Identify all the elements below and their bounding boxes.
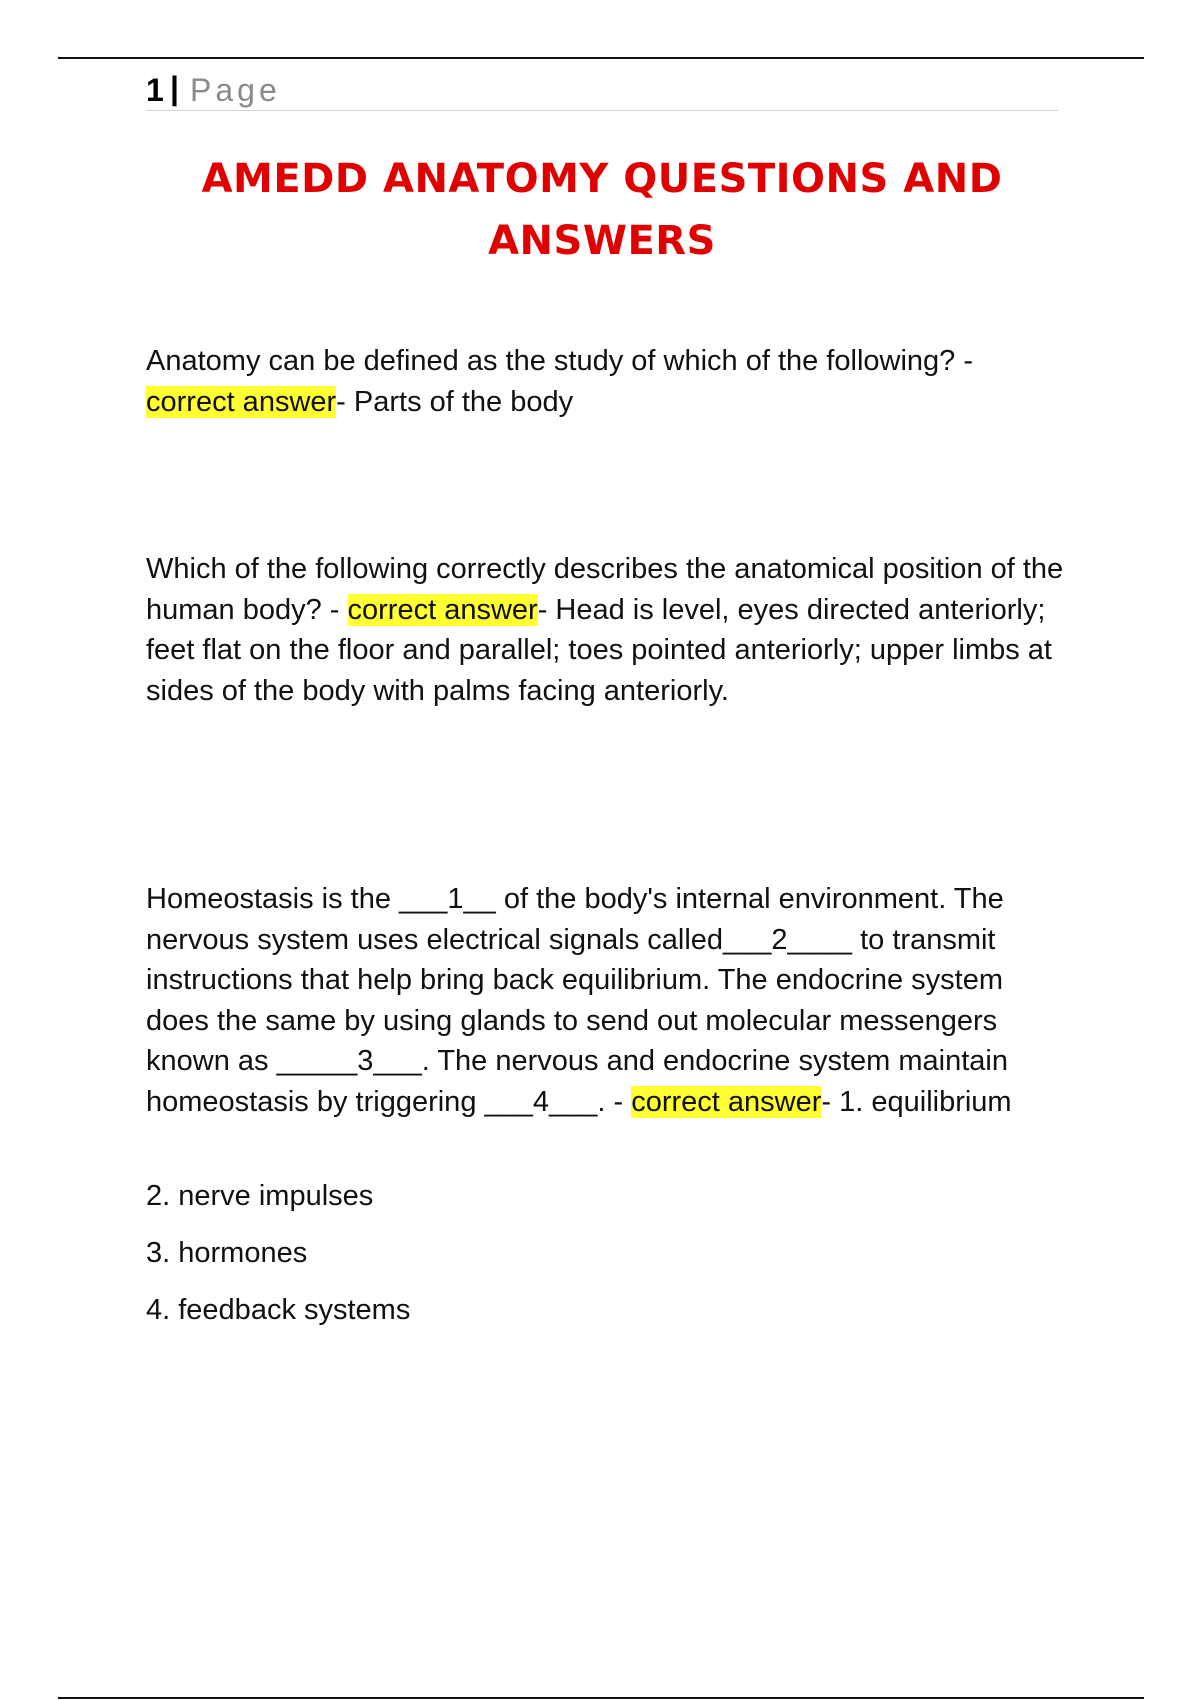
answer-text: - Parts of the body [336,385,574,418]
top-rule [58,57,1144,59]
answer-text: - 1. equilibrium [821,1085,1012,1118]
question-text: Homeostasis is the ___1__ of the body's internal environment. The nervous system uses electrical signals called___2____ to transmit instructions that help bring back equilibrium. The endocrine system does the same by using glands to send out molecular messengers known as _____3___. The nervous and endocrine system maintain homeostasis by triggering ___4___. - [146,883,1008,1118]
qa-item-3 [146,879,1066,1122]
answer-list-item: 4. feedback systems [146,1294,411,1326]
question-text: Anatomy can be defined as the study of which of the following? - [146,345,973,377]
qa-item-2 [146,549,1066,711]
correct-answer-label: correct answer [146,385,337,418]
correct-answer-label: correct answer [631,1085,822,1118]
bottom-rule [58,1697,1144,1699]
answer-text: - Head is level, eyes directed anteriorly; feet flat on the floor and parallel; toes pointed anteriorly; upper limbs at sides of the body with palms facing anteriorly. [146,593,1052,707]
correct-answer-label: correct answer [347,593,538,626]
question-text: Which of the following correctly describes the anatomical position of the human body? - [146,553,1064,626]
answer-list-item: 3. hormones [146,1237,308,1269]
document-title: AMEDD ANATOMY QUESTIONS AND ANSWERS [201,156,1003,264]
page-header [146,70,1058,111]
page-number: 1 [146,72,164,108]
page-separator: | [170,70,179,106]
answer-list-item: 2. nerve impulses [146,1180,374,1212]
qa-item-1 [146,341,1066,422]
page-label: Page [190,72,281,108]
